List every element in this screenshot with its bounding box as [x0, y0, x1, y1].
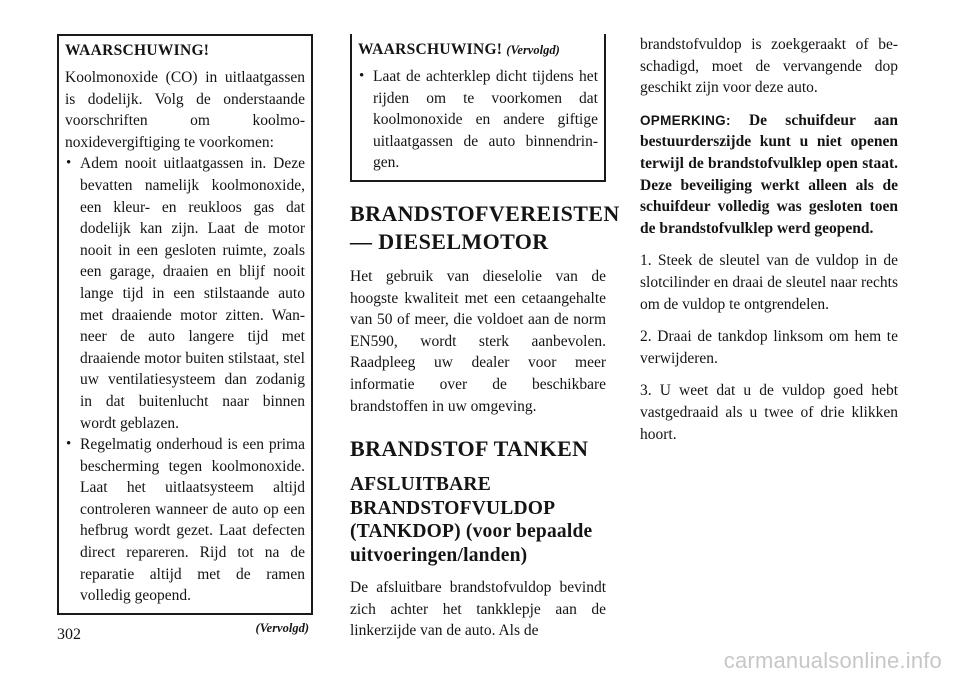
warning-intro: Koolmonoxide (CO) in uitlaatgassen is dodelijk. Volg de onderstaande voorschriften om koolmonoxidevergiftiging te voorkomen: — [65, 69, 305, 151]
subsection-heading-fuelcap: AFSLUITBARE BRANDSTOFVULDOP (TANKDOP) (voor bepaalde uitvoeringen/landen) — [350, 474, 593, 566]
warning-continued-label: (Vervolgd) — [506, 43, 560, 57]
note-text: De schuifdeur aan bestuurderszijde kunt u niet openen terwijl de brandstofvulklep open staat. Deze beveiliging werkt alleen als de schuifdeur volledig was gesloten toen de brandstofvulklep werd geopend. — [640, 111, 898, 237]
section-heading-diesel: BRANDSTOFVEREISTEN — DIESELMOTOR — [350, 200, 620, 254]
warning-bullet-list — [358, 66, 598, 174]
step-item: 2. Draai de tankdop linksom om hem te verwijderen. — [640, 328, 898, 367]
paragraph-diesel: Het gebruik van dieselolie van de hoogste kwaliteit met een cetaangehalte van 50 of meer, die voldoet aan de norm EN590, wordt sterk aanbevolen. Raadpleeg uw dealer voor meer informatie over de beschikbare brandstoffen in uw omgeving. — [350, 267, 606, 415]
paragraph-fuelcap: De afsluitbare brandstofvuldop bevindt zich achter het tankklepje aan de linkerzijde van de auto. Als de — [350, 579, 606, 640]
section-heading-refuel: BRANDSTOF TANKEN — [350, 436, 589, 462]
continued-label: (Vervolgd) — [255, 620, 309, 635]
step-item: 1. Steek de sleutel van de vuldop in de slotcilinder en draai de sleutel naar rechts om de vuldop te ontgrendelen. — [640, 252, 898, 313]
column-middle — [350, 34, 620, 642]
warning-bullet: • Adem nooit uitlaatgassen in. Deze bevatten namelijk koolmonoxide, een kleur- en reukloos gas dat dodelijk kan zijn. Laat de motor nooit in een gesloten ruimte, zoals een garage, draaien en blijf nooit lange tijd in een stilstaande auto met draaiende motor zitten. Wanneer de auto langere tijd met draaiende motor buiten stilstaat, stel uw ventilatiesysteem dan zodanig in dat buitenlucht naar binnen wordt geblazen. — [65, 153, 305, 434]
warning-bullet-list — [65, 153, 305, 606]
watermark-text: carmanualsonline.info — [723, 648, 942, 673]
note-paragraph — [640, 110, 898, 240]
warning-box — [57, 34, 313, 615]
warning-title-text: WAARSCHUWING! — [358, 41, 503, 58]
warning-box-continued — [350, 34, 606, 182]
note-label: OPMERKING: — [640, 112, 731, 128]
column-left — [57, 34, 313, 636]
warning-bullet: • Regelmatig onderhoud is een prima bescherming tegen koolmonoxide. Laat het uitlaatsysteem altijd controleren wanneer de auto op een hefbrug wordt gezet. Laat defecten direct repareren. Rijd tot na de reparatie altijd met de ramen volledig geopend. — [65, 434, 305, 607]
column-right — [640, 34, 898, 456]
warning-bullet: • Laat de achterklep dicht tijdens het rijden om te voorkomen dat koolmonoxide en andere giftige uitlaatgassen de auto binnendringen. — [358, 66, 598, 174]
step-item: 3. U weet dat u de vuldop goed hebt vastgedraaid als u twee of drie klikken hoort. — [640, 382, 898, 443]
paragraph-continued: brandstofvuldop is zoekgeraakt of beschadigd, moet de vervangende dop geschikt zijn voor deze auto. — [640, 36, 898, 97]
warning-title — [358, 40, 598, 60]
page-number: 302 — [57, 626, 81, 643]
warning-title: WAARSCHUWING! — [65, 42, 210, 59]
